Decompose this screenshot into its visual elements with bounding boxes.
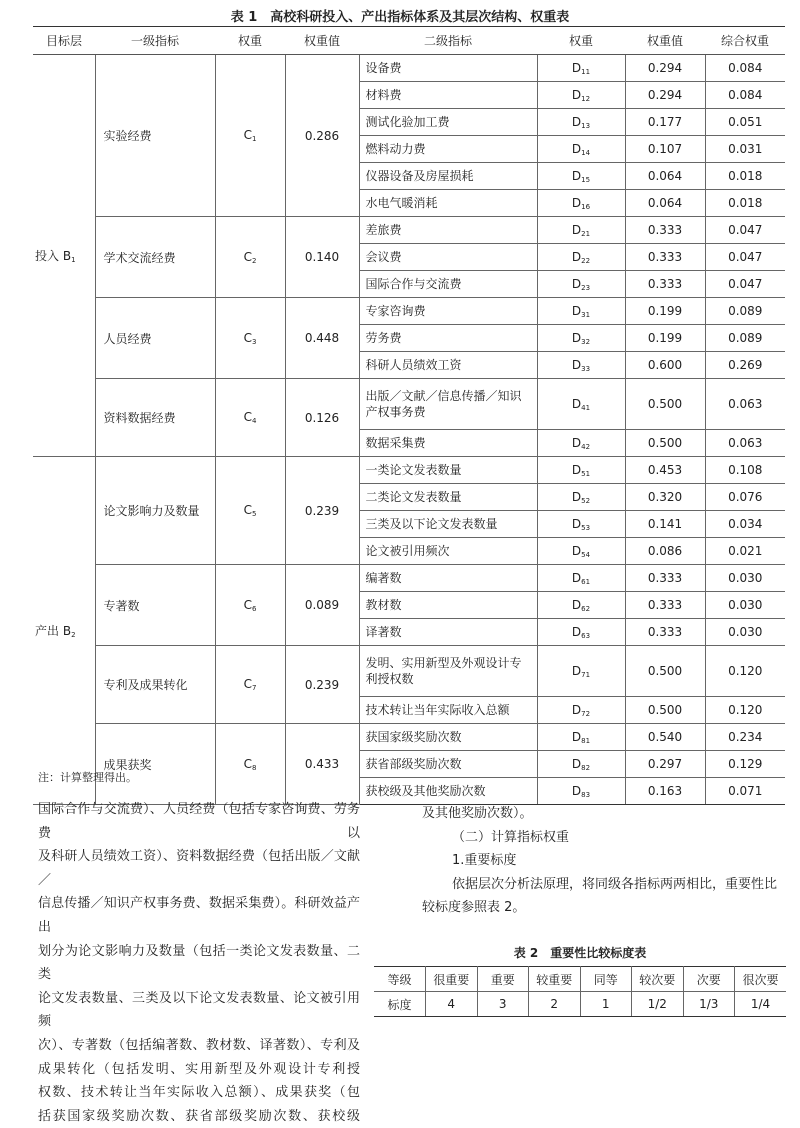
secondary-weight-value: 0.199 xyxy=(625,325,705,352)
secondary-weight-code-letter: D xyxy=(571,168,582,183)
composite-weight-value: 0.047 xyxy=(705,271,785,298)
primary-weight-code xyxy=(215,55,285,217)
secondary-weight-code-letter: D xyxy=(571,114,582,129)
composite-weight-value: 0.120 xyxy=(705,646,785,697)
composite-weight-value: 0.018 xyxy=(705,190,785,217)
composite-weight-value: 0.047 xyxy=(705,217,785,244)
primary-weight-code-subscript: 6 xyxy=(251,604,257,613)
secondary-weight-code-letter: D xyxy=(571,249,582,264)
secondary-weight-value: 0.500 xyxy=(625,697,705,724)
secondary-weight-code xyxy=(537,619,625,646)
secondary-weight-value: 0.294 xyxy=(625,82,705,109)
secondary-weight-code-subscript: 22 xyxy=(581,256,591,265)
primary-weight-code-letter: C xyxy=(243,677,252,691)
secondary-weight-code-subscript: 32 xyxy=(581,337,591,346)
subsection-heading: 1.重要标度 xyxy=(452,853,517,869)
secondary-indicator-cell: 一类论文发表数量 xyxy=(359,457,537,484)
table1-header-row xyxy=(33,27,785,55)
primary-weight-code xyxy=(215,724,285,805)
header-cell: 权重 xyxy=(215,27,285,55)
secondary-weight-code-letter: D xyxy=(571,87,582,102)
text-line: 次）、专著数（包括编著数、教材数、译著数）、专利及 xyxy=(38,1037,360,1053)
secondary-weight-code xyxy=(537,565,625,592)
table-cell: 3 xyxy=(477,992,529,1017)
composite-weight-value: 0.030 xyxy=(705,619,785,646)
table-cell: 重要 xyxy=(477,967,529,992)
secondary-weight-code xyxy=(537,724,625,751)
table-row xyxy=(33,298,785,325)
text-line: 国际合作与交流费）、人员经费（包括专家咨询费、劳务费以 xyxy=(38,802,360,841)
section-heading: （二）计算指标权重 xyxy=(452,829,570,845)
primary-weight-value: 0.239 xyxy=(285,646,359,724)
header-cell: 二级指标 xyxy=(359,27,537,55)
secondary-weight-code-letter: D xyxy=(571,330,582,345)
secondary-weight-code-subscript: 63 xyxy=(581,631,591,640)
secondary-weight-code-letter: D xyxy=(571,276,582,291)
secondary-weight-value: 0.453 xyxy=(625,457,705,484)
secondary-weight-code-subscript: 31 xyxy=(581,310,591,319)
secondary-weight-value: 0.297 xyxy=(625,751,705,778)
secondary-weight-value: 0.500 xyxy=(625,379,705,430)
table-row xyxy=(33,217,785,244)
goal-name: 产出 B xyxy=(35,624,72,638)
secondary-weight-value: 0.064 xyxy=(625,163,705,190)
secondary-indicator-cell: 三类及以下论文发表数量 xyxy=(359,511,537,538)
secondary-weight-code-letter: D xyxy=(571,543,582,558)
primary-weight-code-subscript: 3 xyxy=(251,337,257,346)
secondary-weight-code-subscript: 72 xyxy=(581,709,591,718)
primary-weight-code-letter: C xyxy=(243,330,252,345)
secondary-indicator-cell: 数据采集费 xyxy=(359,430,537,457)
secondary-weight-code-subscript: 54 xyxy=(581,550,591,559)
primary-weight-code xyxy=(215,298,285,379)
goal-cell xyxy=(33,457,95,805)
secondary-indicator-cell: 设备费 xyxy=(359,55,537,82)
secondary-indicator-cell: 国际合作与交流费 xyxy=(359,271,537,298)
secondary-indicator-cell: 仪器设备及房屋损耗 xyxy=(359,163,537,190)
secondary-weight-value: 0.600 xyxy=(625,352,705,379)
secondary-weight-code-subscript: 16 xyxy=(581,202,591,211)
composite-weight-value: 0.234 xyxy=(705,724,785,751)
secondary-weight-code-letter: D xyxy=(571,141,582,156)
secondary-weight-code xyxy=(537,751,625,778)
primary-weight-code-subscript: 8 xyxy=(251,763,257,772)
goal-name: 投入 B xyxy=(35,249,72,263)
secondary-weight-code-subscript: 82 xyxy=(581,763,591,772)
secondary-weight-code xyxy=(537,244,625,271)
secondary-weight-value: 0.141 xyxy=(625,511,705,538)
header-cell: 一级指标 xyxy=(95,27,215,55)
secondary-weight-code-letter: D xyxy=(571,60,582,75)
secondary-indicator-cell: 材料费 xyxy=(359,82,537,109)
secondary-indicator-cell: 测试化验加工费 xyxy=(359,109,537,136)
secondary-indicator-cell: 劳务费 xyxy=(359,325,537,352)
goal-subscript: 1 xyxy=(71,256,76,264)
table-row xyxy=(33,457,785,484)
table-cell: 标度 xyxy=(374,992,426,1017)
primary-weight-code-subscript: 5 xyxy=(251,510,257,518)
secondary-weight-code-subscript: 21 xyxy=(581,229,591,238)
secondary-weight-code-subscript: 11 xyxy=(581,67,591,76)
table-cell: 1/2 xyxy=(632,992,684,1017)
primary-weight-code-subscript: 2 xyxy=(251,256,257,265)
secondary-weight-code xyxy=(537,430,625,457)
importance-scale-table xyxy=(374,966,786,1017)
secondary-weight-code-subscript: 15 xyxy=(581,175,591,184)
composite-weight-value: 0.034 xyxy=(705,511,785,538)
secondary-weight-code-letter: D xyxy=(571,435,582,450)
primary-indicator-cell: 论文影响力及数量 xyxy=(95,457,215,565)
primary-weight-code-letter: C xyxy=(243,249,252,264)
composite-weight-value: 0.089 xyxy=(705,325,785,352)
secondary-weight-code-letter: D xyxy=(571,597,582,612)
header-cell: 权重 xyxy=(537,27,625,55)
secondary-weight-value: 0.333 xyxy=(625,271,705,298)
secondary-weight-code xyxy=(537,511,625,538)
secondary-weight-code xyxy=(537,352,625,379)
body-paragraph: 依据层次分析法原理，将同级各指标两两相比，重要性比较标度参照表 2。 xyxy=(422,876,778,916)
secondary-indicator-cell: 技术转让当年实际收入总额 xyxy=(359,697,537,724)
text-line: 论文发表数量、三类及以下论文发表数量、论文被引用频 xyxy=(38,990,360,1030)
primary-weight-code-letter: C xyxy=(243,410,252,424)
secondary-weight-code xyxy=(537,82,625,109)
table-cell: 等级 xyxy=(374,967,426,992)
secondary-weight-value: 0.540 xyxy=(625,724,705,751)
composite-weight-value: 0.129 xyxy=(705,751,785,778)
primary-indicator-cell: 成果获奖 xyxy=(95,724,215,805)
header-cell: 目标层 xyxy=(33,27,95,55)
secondary-weight-value: 0.333 xyxy=(625,244,705,271)
primary-weight-code xyxy=(215,457,285,565)
primary-weight-code-letter: C xyxy=(243,503,252,517)
secondary-weight-code xyxy=(537,538,625,565)
table-row xyxy=(33,646,785,697)
secondary-weight-code-letter: D xyxy=(571,516,582,531)
primary-weight-code-letter: C xyxy=(243,597,252,612)
secondary-weight-code xyxy=(537,136,625,163)
secondary-weight-code xyxy=(537,271,625,298)
secondary-indicator-cell: 获国家级奖励次数 xyxy=(359,724,537,751)
composite-weight-value: 0.051 xyxy=(705,109,785,136)
secondary-weight-value: 0.064 xyxy=(625,190,705,217)
secondary-weight-code xyxy=(537,484,625,511)
composite-weight-value: 0.269 xyxy=(705,352,785,379)
secondary-weight-code-letter: D xyxy=(571,702,582,717)
secondary-weight-code xyxy=(537,109,625,136)
table-cell: 次要 xyxy=(683,967,735,992)
secondary-weight-code xyxy=(537,457,625,484)
text-continuation: 及其他奖励次数）。 xyxy=(422,806,533,821)
secondary-weight-code-subscript: 42 xyxy=(581,442,591,451)
secondary-indicator-cell: 译著数 xyxy=(359,619,537,646)
secondary-weight-code-subscript: 51 xyxy=(581,469,591,478)
primary-weight-value: 0.286 xyxy=(285,55,359,217)
secondary-weight-value: 0.177 xyxy=(625,109,705,136)
secondary-weight-code xyxy=(537,778,625,805)
secondary-weight-code-letter: D xyxy=(571,783,582,798)
secondary-weight-code-letter: D xyxy=(571,462,582,477)
primary-weight-code xyxy=(215,565,285,646)
secondary-weight-code-letter: D xyxy=(571,729,582,744)
table-row xyxy=(33,379,785,430)
secondary-weight-code xyxy=(537,325,625,352)
secondary-weight-code-subscript: 53 xyxy=(581,523,591,532)
secondary-weight-code-subscript: 33 xyxy=(581,364,591,373)
secondary-weight-code xyxy=(537,55,625,82)
table-cell: 2 xyxy=(529,992,581,1017)
composite-weight-value: 0.031 xyxy=(705,136,785,163)
secondary-indicator-cell: 论文被引用频次 xyxy=(359,538,537,565)
secondary-weight-code xyxy=(537,298,625,325)
table-cell: 1/3 xyxy=(683,992,735,1017)
table-row xyxy=(33,565,785,592)
secondary-weight-code-letter: D xyxy=(571,303,582,318)
primary-weight-code xyxy=(215,217,285,298)
secondary-weight-code-subscript: 23 xyxy=(581,283,591,292)
secondary-weight-value: 0.500 xyxy=(625,430,705,457)
secondary-weight-code-subscript: 71 xyxy=(581,670,591,679)
primary-weight-value: 0.126 xyxy=(285,379,359,457)
composite-weight-value: 0.108 xyxy=(705,457,785,484)
secondary-weight-code-subscript: 52 xyxy=(581,496,591,505)
text-line: 及科研人员绩效工资）、资料数据经费（包括出版／文献／ xyxy=(38,849,360,888)
secondary-indicator-cell: 二类论文发表数量 xyxy=(359,484,537,511)
primary-weight-code-subscript: 1 xyxy=(251,135,257,143)
table1-note: 注：计算整理得出。 xyxy=(38,771,137,784)
secondary-weight-value: 0.333 xyxy=(625,619,705,646)
text-line: 信息传播／知识产权事务费、数据采集费）。科研效益产出 xyxy=(38,896,360,935)
secondary-weight-code-subscript: 83 xyxy=(581,790,591,799)
secondary-weight-code xyxy=(537,592,625,619)
table-cell: 1 xyxy=(580,992,632,1017)
primary-weight-value: 0.433 xyxy=(285,724,359,805)
secondary-weight-code xyxy=(537,217,625,244)
secondary-weight-code-letter: D xyxy=(571,396,582,411)
index-weight-table xyxy=(33,26,785,805)
secondary-weight-code-subscript: 13 xyxy=(581,121,591,130)
composite-weight-value: 0.076 xyxy=(705,484,785,511)
secondary-weight-value: 0.199 xyxy=(625,298,705,325)
table-cell: 4 xyxy=(426,992,478,1017)
header-cell: 权重值 xyxy=(285,27,359,55)
primary-weight-value: 0.239 xyxy=(285,457,359,565)
table-cell: 很次要 xyxy=(735,967,787,992)
primary-weight-code-subscript: 7 xyxy=(251,684,257,692)
primary-weight-value: 0.089 xyxy=(285,565,359,646)
composite-weight-value: 0.084 xyxy=(705,82,785,109)
primary-indicator-cell: 专利及成果转化 xyxy=(95,646,215,724)
secondary-weight-value: 0.163 xyxy=(625,778,705,805)
primary-indicator-cell: 专著数 xyxy=(95,565,215,646)
secondary-weight-code-letter: D xyxy=(571,489,582,504)
secondary-weight-code xyxy=(537,646,625,697)
text-line: 括获国家级奖励次数、获省部级奖励次数、获校级 xyxy=(38,1108,360,1124)
primary-weight-code-subscript: 4 xyxy=(251,417,257,425)
secondary-weight-code xyxy=(537,163,625,190)
composite-weight-value: 0.018 xyxy=(705,163,785,190)
primary-weight-code-letter: C xyxy=(243,756,252,771)
secondary-weight-code-subscript: 41 xyxy=(581,403,591,412)
secondary-weight-value: 0.500 xyxy=(625,646,705,697)
goal-subscript: 2 xyxy=(71,631,76,639)
body-text-right xyxy=(422,802,788,920)
table1-title: 表 1 高校科研投入、产出指标体系及其层次结构、权重表 xyxy=(230,10,570,25)
secondary-weight-code-subscript: 62 xyxy=(581,604,591,613)
primary-weight-code xyxy=(215,646,285,724)
secondary-indicator-cell: 会议费 xyxy=(359,244,537,271)
secondary-weight-code-letter: D xyxy=(571,357,582,372)
table-cell: 较次要 xyxy=(632,967,684,992)
text-line: 权数、技术转让当年实际收入总额）、成果获奖（包 xyxy=(38,1085,360,1101)
goal-cell xyxy=(33,55,95,457)
composite-weight-value: 0.030 xyxy=(705,592,785,619)
composite-weight-value: 0.021 xyxy=(705,538,785,565)
secondary-weight-code xyxy=(537,190,625,217)
secondary-indicator-cell: 获省部级奖励次数 xyxy=(359,751,537,778)
composite-weight-value: 0.063 xyxy=(705,430,785,457)
secondary-weight-code-letter: D xyxy=(571,624,582,639)
secondary-indicator-cell: 教材数 xyxy=(359,592,537,619)
secondary-weight-code-letter: D xyxy=(571,195,582,210)
primary-indicator-cell: 资料数据经费 xyxy=(95,379,215,457)
secondary-weight-value: 0.333 xyxy=(625,592,705,619)
secondary-weight-value: 0.107 xyxy=(625,136,705,163)
table2-grade-row xyxy=(374,967,786,992)
composite-weight-value: 0.030 xyxy=(705,565,785,592)
secondary-weight-value: 0.086 xyxy=(625,538,705,565)
header-cell: 权重值 xyxy=(625,27,705,55)
primary-indicator-cell: 学术交流经费 xyxy=(95,217,215,298)
header-cell: 综合权重 xyxy=(705,27,785,55)
table-row xyxy=(33,724,785,751)
composite-weight-value: 0.120 xyxy=(705,697,785,724)
table-row xyxy=(33,55,785,82)
secondary-weight-value: 0.333 xyxy=(625,217,705,244)
table2-title: 表 2 重要性比较标度表 xyxy=(513,946,647,960)
secondary-weight-code-subscript: 81 xyxy=(581,736,591,745)
secondary-indicator-cell: 水电气暖消耗 xyxy=(359,190,537,217)
secondary-weight-value: 0.320 xyxy=(625,484,705,511)
primary-weight-value: 0.448 xyxy=(285,298,359,379)
secondary-indicator-cell: 编著数 xyxy=(359,565,537,592)
table-cell: 1/4 xyxy=(735,992,787,1017)
secondary-indicator-cell: 专家咨询费 xyxy=(359,298,537,325)
table2-scale-row xyxy=(374,992,786,1017)
composite-weight-value: 0.047 xyxy=(705,244,785,271)
composite-weight-value: 0.063 xyxy=(705,379,785,430)
table-cell: 同等 xyxy=(580,967,632,992)
primary-weight-code-letter: C xyxy=(243,128,252,142)
table-cell: 很重要 xyxy=(426,967,478,992)
secondary-weight-code-subscript: 12 xyxy=(581,94,591,103)
table-cell: 较重要 xyxy=(529,967,581,992)
secondary-weight-code-letter: D xyxy=(571,570,582,585)
secondary-weight-code-letter: D xyxy=(571,663,582,678)
secondary-indicator-cell: 燃料动力费 xyxy=(359,136,537,163)
secondary-indicator-cell: 差旅费 xyxy=(359,217,537,244)
primary-weight-code xyxy=(215,379,285,457)
primary-weight-value: 0.140 xyxy=(285,217,359,298)
secondary-weight-code-subscript: 14 xyxy=(581,148,591,157)
secondary-weight-code xyxy=(537,379,625,430)
secondary-indicator-cell: 科研人员绩效工资 xyxy=(359,352,537,379)
primary-indicator-cell: 人员经费 xyxy=(95,298,215,379)
text-line: 划分为论文影响力及数量（包括一类论文发表数量、二类 xyxy=(38,943,360,983)
secondary-weight-code xyxy=(537,697,625,724)
text-line: 成果转化（包括发明、实用新型及外观设计专利授 xyxy=(38,1061,360,1077)
composite-weight-value: 0.084 xyxy=(705,55,785,82)
secondary-weight-code-subscript: 61 xyxy=(581,577,591,586)
secondary-weight-code-letter: D xyxy=(571,756,582,771)
secondary-weight-code-letter: D xyxy=(571,222,582,237)
secondary-indicator-cell: 发明、实用新型及外观设计专利授权数 xyxy=(359,646,537,697)
secondary-weight-value: 0.333 xyxy=(625,565,705,592)
composite-weight-value: 0.071 xyxy=(705,778,785,805)
primary-indicator-cell: 实验经费 xyxy=(95,55,215,217)
body-text-left xyxy=(38,798,360,1128)
secondary-indicator-cell: 出版／文献／信息传播／知识产权事务费 xyxy=(359,379,537,430)
secondary-weight-value: 0.294 xyxy=(625,55,705,82)
composite-weight-value: 0.089 xyxy=(705,298,785,325)
secondary-indicator-cell: 获校级及其他奖励次数 xyxy=(359,778,537,805)
